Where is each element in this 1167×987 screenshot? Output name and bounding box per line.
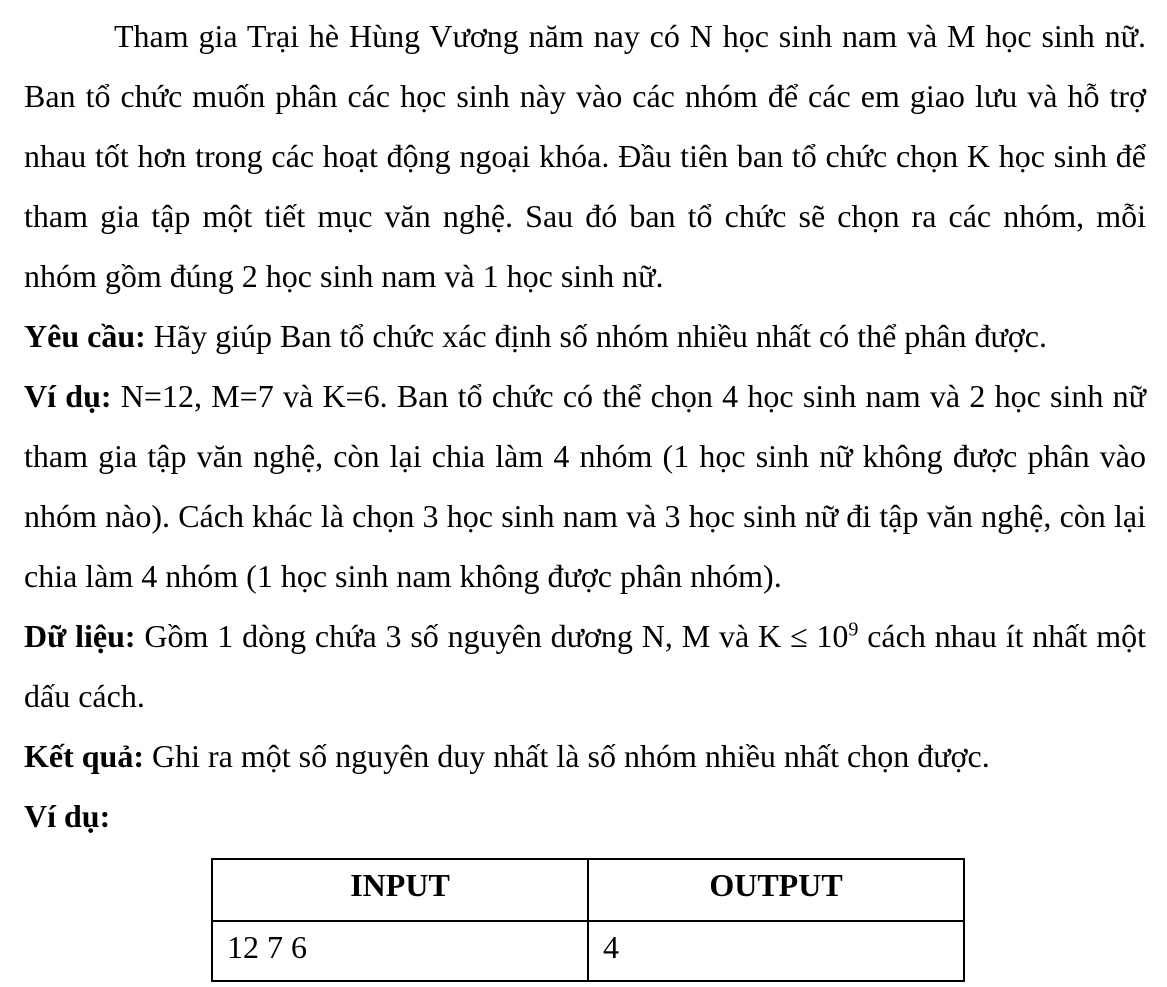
requirement-text: Hãy giúp Ban tổ chức xác định số nhóm nhiều nhất có thể phân được. bbox=[145, 318, 1047, 354]
example-text: N=12, M=7 và K=6. Ban tổ chức có thể chọn 4 học sinh nam và 2 học sinh nữ tham gia tập văn nghệ, còn lại chia làm 4 nhóm (1 học sinh nữ không được phân vào nhóm nào). Cách khác là chọn 3 học sinh nam và 3 học sinh nữ đi tập văn nghệ, còn lại chia làm 4 nhóm (1 học sinh nam không được phân nhóm). bbox=[24, 378, 1146, 594]
table-data-row bbox=[212, 921, 964, 981]
example-io-table bbox=[211, 858, 965, 982]
input-header-cell: INPUT bbox=[212, 859, 588, 921]
output-spec-text: Ghi ra một số nguyên duy nhất là số nhóm nhiều nhất chọn được. bbox=[144, 738, 990, 774]
example-label: Ví dụ: bbox=[24, 378, 112, 414]
input-spec-text-before: Gồm 1 dòng chứa 3 số nguyên dương N, M và K ≤ 10 bbox=[135, 618, 849, 654]
example-paragraph bbox=[24, 366, 1146, 606]
output-spec-paragraph bbox=[24, 726, 1146, 786]
intro-paragraph: Tham gia Trại hè Hùng Vương năm nay có N học sinh nam và M học sinh nữ. Ban tổ chức muốn phân các học sinh này vào các nhóm để các em giao lưu và hỗ trợ nhau tốt hơn trong các hoạt động ngoại khóa. Đầu tiên ban tổ chức chọn K học sinh để tham gia tập một tiết mục văn nghệ. Sau đó ban tổ chức sẽ chọn ra các nhóm, mỗi nhóm gồm đúng 2 học sinh nam và 1 học sinh nữ. bbox=[24, 18, 1146, 294]
input-value-cell: 12 7 6 bbox=[212, 921, 588, 981]
output-spec-label: Kết quả: bbox=[24, 738, 144, 774]
input-spec-label: Dữ liệu: bbox=[24, 618, 136, 654]
example-table-label: Ví dụ: bbox=[24, 798, 111, 834]
output-header-cell: OUTPUT bbox=[588, 859, 964, 921]
input-spec-paragraph bbox=[24, 606, 1146, 726]
example-table-caption bbox=[24, 786, 1146, 846]
output-value-cell: 4 bbox=[588, 921, 964, 981]
input-spec-text-after: cách nhau ít nhất một dấu cách. bbox=[24, 618, 1147, 714]
requirement-label: Yêu cầu: bbox=[24, 318, 146, 354]
exponent-superscript: 9 bbox=[848, 618, 859, 641]
requirement-paragraph bbox=[24, 306, 1146, 366]
table-header-row bbox=[212, 859, 964, 921]
